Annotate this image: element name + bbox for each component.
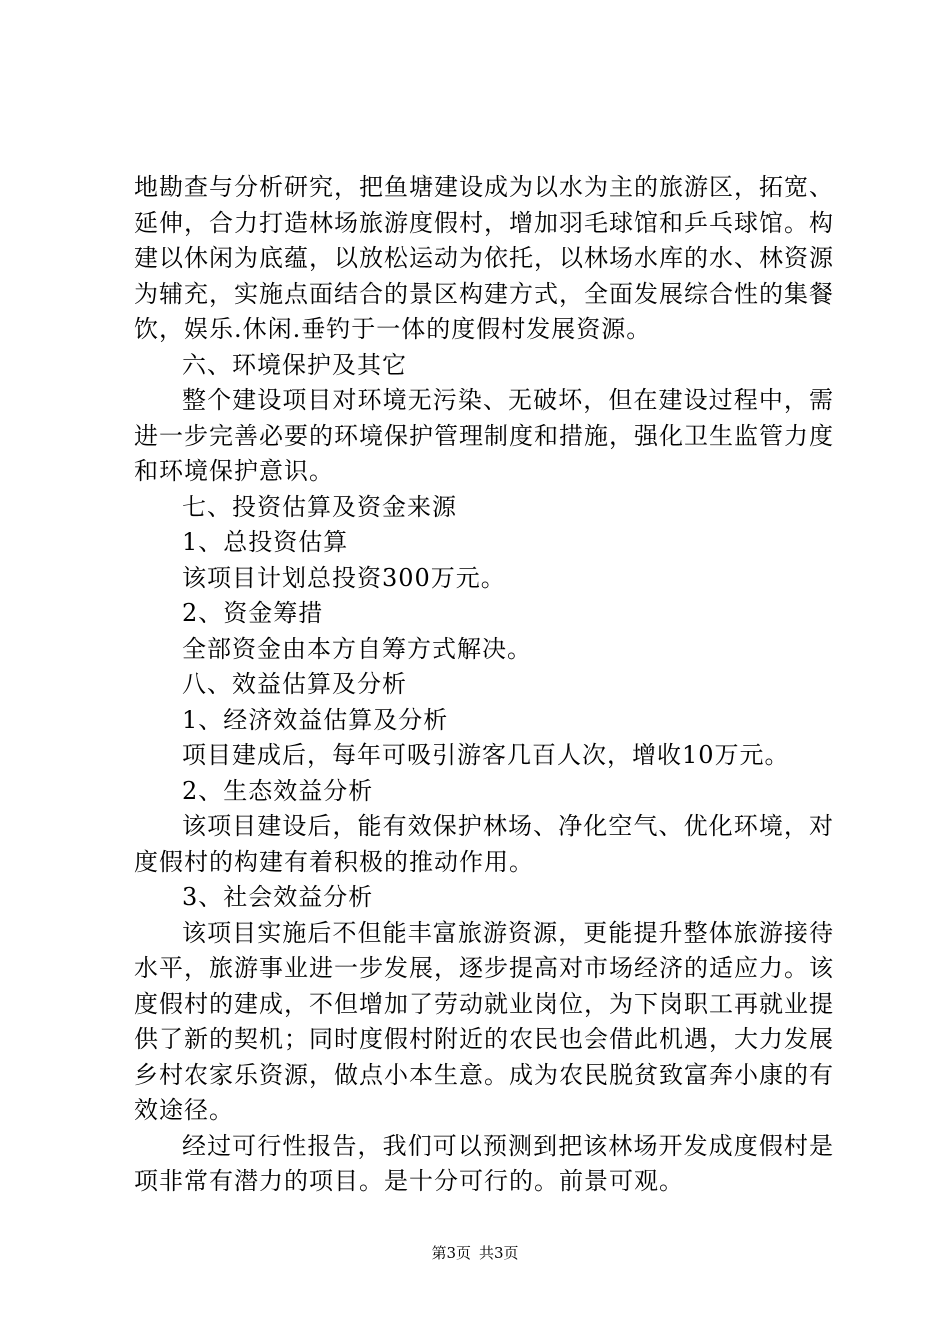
subheading-ecological-benefit: 2、生态效益分析 (182, 776, 374, 805)
document-body (134, 170, 834, 1200)
page-footer (0, 1243, 950, 1263)
subheading-fundraising: 2、资金筹措 (182, 599, 324, 627)
page-number-total: 共3页 (479, 1244, 519, 1262)
paragraph-social-benefit: 该项目实施后不但能丰富旅游资源，更能提升整体旅游接待水平，旅游事业进一步发展，逐步提高对市场经济的适应力。该度假村的建成，不但增加了劳动就业岗位，为下岗职工再就业提供了新的契机；同时度假村附近的农民也会借此机遇，大力发展乡村农家乐资源，做点小本生意。成为农民脱贫致富奔小康的有效途径。 (134, 918, 834, 1124)
section-heading-benefits: 八、效益估算及分析 (182, 670, 407, 698)
subheading-social-benefit: 3、社会效益分析 (182, 883, 374, 911)
paragraph-environment: 整个建设项目对环境无污染、无破坏，但在建设过程中，需进一步完善必要的环境保护管理制度和措施，强化卫生监管力度和环境保护意识。 (134, 386, 834, 485)
paragraph-fundraising: 全部资金由本方自筹方式解决。 (182, 634, 532, 663)
subheading-economic-benefit: 1、经济效益估算及分析 (182, 705, 449, 734)
section-heading-investment: 七、投资估算及资金来源 (182, 492, 457, 521)
paragraph-continuation: 地勘查与分析研究，把鱼塘建设成为以水为主的旅游区，拓宽、延伸，合力打造林场旅游度假村，增加羽毛球馆和乒乓球馆。构建以休闲为底蕴，以放松运动为依托，以林场水库的水、林资源为辅充，实施点面结合的景区构建方式，全面发展综合性的集餐饮，娱乐.休闲.垂钓于一体的度假村发展资源。 (134, 173, 834, 343)
paragraph-economic-benefit: 项目建成后，每年可吸引游客几百人次，增收10万元。 (182, 741, 790, 769)
section-heading-environment: 六、环境保护及其它 (182, 350, 407, 379)
page-number-current: 第3页 (431, 1244, 471, 1262)
paragraph-total-investment: 该项目计划总投资300万元。 (182, 563, 506, 592)
paragraph-conclusion: 经过可行性报告，我们可以预测到把该林场开发成度假村是项非常有潜力的项目。是十分可行的。前景可观。 (134, 1131, 834, 1195)
subheading-total-investment: 1、总投资估算 (182, 528, 349, 556)
paragraph-ecological-benefit: 该项目建设后，能有效保护林场、净化空气、优化环境，对度假村的构建有着积极的推动作用。 (134, 812, 834, 876)
